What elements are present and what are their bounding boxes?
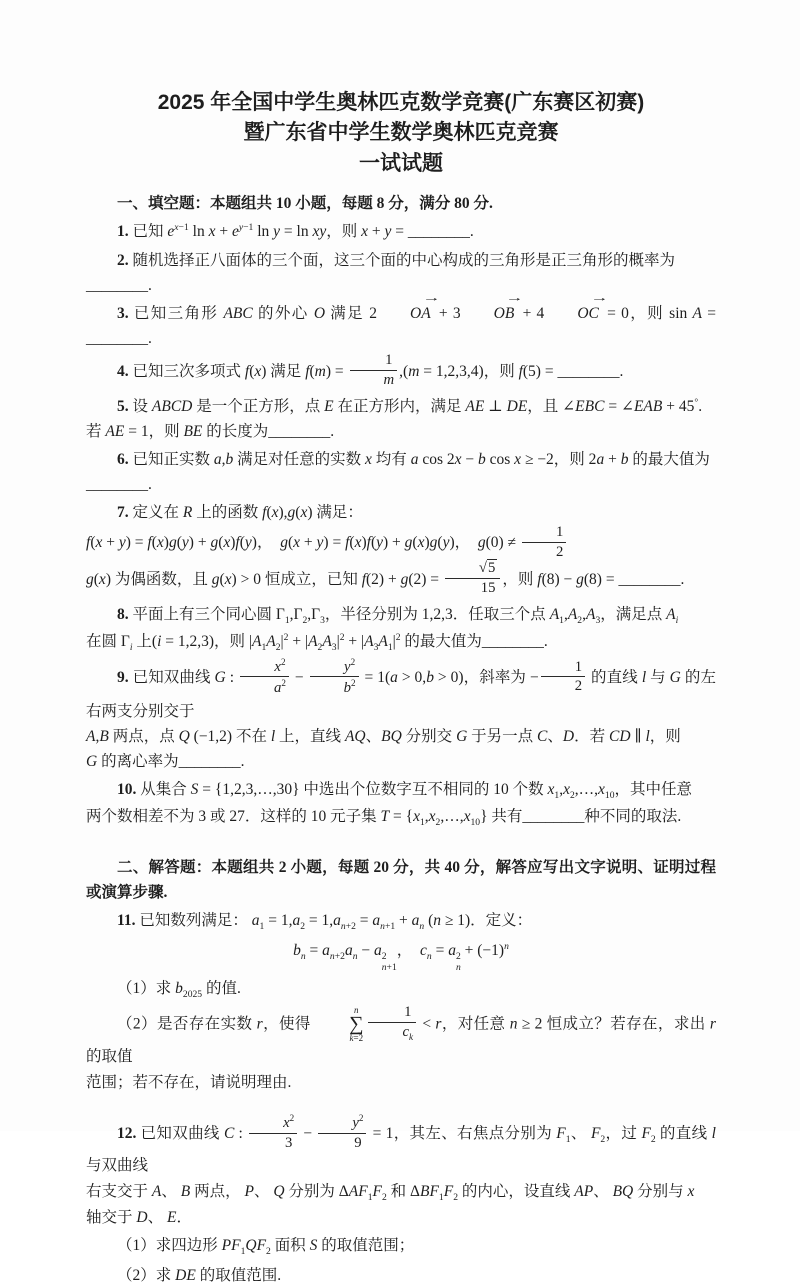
section1-header: 一、填空题：本题组共 10 小题，每题 8 分，满分 80 分.: [117, 195, 493, 213]
problem-10: 10. 从集合 S = {1,2,3,…,30} 中选出个位数字互不相同的 10 个数 $x_1,x_2,\dots,x_{10}$，其中任意 两个数相差不为 3 或 27．这样的 10 元子集 $T = \{x_1,x_2,\dots,x_{10}\}$ 共有________种不同的取法.: [86, 781, 693, 829]
section2-header: 二、解答题：本题组共 2 小题，每题 20 分，共 40 分，解答应写出文字说明、证明过程或演算步骤.: [86, 858, 716, 901]
problem-1: 1. 已知 $e^{x-1}$ $\ln x + e^{y-1}$ ln y = ln xy，则 x + y = ________.: [117, 222, 474, 241]
problem-5: 5. 设 ABCD 是一个正方形，点 E 在正方形内，满足 AE ⊥ DE，且 ∠EBC = ∠EAB + 45°. 若 AE = 1，则 BE 的长度为________.: [86, 396, 703, 440]
problem-12-question-2: （2）求 DE 的取值范围.: [117, 1266, 282, 1284]
title-line-3: 一试试题: [359, 151, 443, 175]
title-line-2: 暨广东省中学生数学奥林匹克竞赛: [243, 121, 559, 145]
problem-2: 2. 随机选择正八面体的三个面，这三个面的中心构成的三角形是正三角形的概率为 ________.: [86, 251, 676, 294]
exam-title: [86, 88, 716, 179]
problem-6: 6. 已知正实数 a,b 满足对任意的实数 x 均有 a cos 2x − b cos x ≥ −2，则 2a + b 的最大值为 ________.: [86, 451, 710, 494]
problem-8: 8. 平面上有三个同心圆 $\Gamma_1,\Gamma_2,\Gamma_3$，半径分别为 1,2,3．任取三个点 $A_1,A_2,A_3$，满足点 $A_i$ 在圆 $\Gamma_i$ 上(i = 1,2,3)，则 $|A_1A_2|^2 + |A_2A_3|^2 + |A_3A_1|^2$ 的最大值为________.: [86, 606, 679, 653]
problem-7: 7. 定义在 R 上的函数 f(x),g(x) 满足： f(x + y) = f(x)g(y) + g(x)f(y)， g(x + y) = f(x)f(y) + g(x)g(y)， g(0) ≠ $\frac{1}{2}$ g(x) 为偶函数，且 g(x) > 0 恒成立，已知 f(2) + g(2) = $\frac{√5}{15}$ ，则 f(8) − g(8) = ________.: [86, 504, 685, 597]
problem-11-intro: 11. 已知数列满足： $a_1 = 1,a_2 = 1,a_{n+2} = a_{n+1} + a_n$ (n ≥ 1)．定义：: [117, 911, 533, 932]
problem-12-question-1: （1）求四边形 $PF_1QF_2$ 面积 S 的取值范围；: [117, 1237, 415, 1258]
problem-3: 3. 已知三角形 ABC 的外心 O 满足 2 → OA + 3 → OB + 4 → OC = 0，则 sin A = ________.: [86, 301, 716, 351]
problem-11-question-2: （2）是否存在实数 r，使得 n ∑ k=2 $\frac{1}{c_k}$ < r，对任意 n ≥ 2 恒成立？若存在，求出 r 的取值 范围；若不存在，请说明理由.: [86, 1004, 716, 1091]
problem-4: 4. 已知三次多项式 f(x) 满足 f(m) = $\frac{1}{m}$ ,(m = 1,2,3,4)，则 f(5) = ________.: [117, 352, 624, 389]
problem-9: 9. 已知双曲线 G : $\frac{x^2}{a^2}$ − $\frac{y^2}{b^2}$ = 1(a > 0,b > 0)，斜率为 − $\frac{1}{2}$ 的直线 l 与 G 的左右两支分别交于 A,B 两点，点 Q (−1,2) 不在 l 上，直线 AQ、BQ 分别交 G 于另一点 C、D．若 CD ∥ l，则 G 的离心率为________.: [86, 656, 716, 771]
problem-12-intro: 12. 已知双曲线 C : $\frac{x^2}{3}$ − $\frac{y^2}{9}$ = 1，其左、右焦点分别为 $F_1$、 $F_2$，过 $F_2$ 的直线 l 与双曲线 右支交于 A、 B 两点， P、 Q 分别为 $\Delta AF_1F_2$ 和 $\Delta BF_1F_2$ 的内心，设直线 AP、 BQ 分别与 x 轴交于 D、 E．: [86, 1112, 716, 1227]
title-line-1: 2025 年全国中学生奥林匹克数学竞赛(广东赛区初赛): [157, 91, 645, 114]
problem-11-equation: $b_n = a_{n+2}a_n - a$ 2 n+1 ， $c_n = a$ 2 n + $(-1)^n$: [293, 940, 509, 973]
problem-11-question-1: （1）求 $b_{2025}$ 的值.: [117, 980, 241, 1001]
